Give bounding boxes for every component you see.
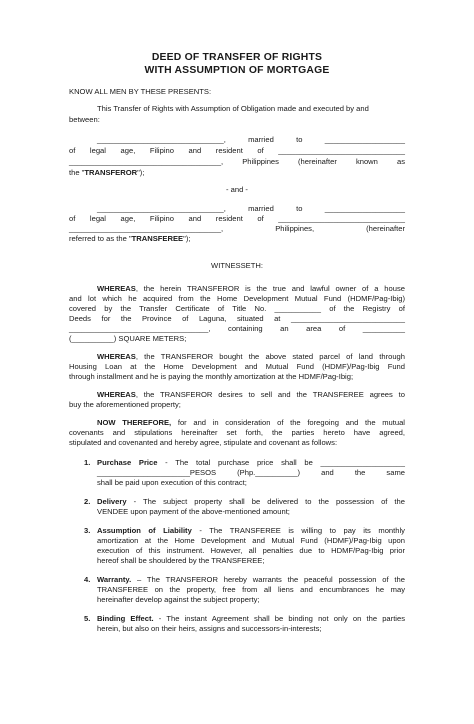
transferor-line-4-post: "); (137, 168, 145, 177)
item-2-line-2: VENDEE upon payment of the above-mentioned amount; (97, 507, 290, 516)
transferee-line-4-pre: referred to as the " (69, 234, 132, 243)
item-1-line-3: shall be paid upon execution of this contract; (97, 478, 247, 487)
item-3-line-4: hereof shall be shouldered by the TRANSFEREE; (97, 556, 265, 565)
whereas-3-line-2: buy the aforementioned property; (69, 400, 181, 409)
whereas-2-label: WHEREAS (97, 352, 136, 361)
transferor-line-1: ______________________________, married to ___________________ (97, 135, 405, 144)
item-2-number: 2. (84, 497, 91, 506)
item-4-heading: Warranty. (97, 575, 132, 584)
item-5-line-1-text: - The instant Agreement shall be binding not only on the parties (153, 614, 406, 623)
transferee-line-2: of legal age, Filipino and resident of ______________________________ (69, 214, 405, 223)
whereas-1-line-5: _________________________________, containing an area of __________ (69, 324, 405, 333)
whereas-3-line-1 (97, 390, 405, 400)
item-5-heading: Binding Effect. (97, 614, 154, 623)
document-title-line-1: DEED OF TRANSFER OF RIGHTS (151, 52, 323, 63)
whereas-2-line-1 (97, 352, 405, 362)
transferor-line-3: ____________________________________, Philippines (hereinafter known as (69, 157, 405, 166)
item-4-line-1 (97, 575, 405, 585)
item-4-line-1-text: – The TRANSFEROR hereby warrants the peaceful possession of the (131, 575, 405, 584)
item-3-line-1-text: - The TRANSFEREE is willing to pay its monthly (191, 526, 405, 535)
item-4-line-2: TRANSFEREE on the property, free from all liens and encumbrances he may (97, 585, 405, 594)
transferor-line-4 (69, 168, 405, 178)
intro-line-1: This Transfer of Rights with Assumption of Obligation made and executed by and (97, 104, 369, 113)
now-therefore-label: NOW THEREFORE, (97, 418, 172, 427)
item-3-line-1 (97, 526, 405, 536)
whereas-1-line-1 (97, 284, 405, 294)
now-therefore-line-1 (97, 418, 405, 428)
item-2-line-1-text: - The subject property shall be delivered to the possession of the (126, 497, 405, 506)
item-5-line-2: herein, but also on their heirs, assigns and successors-in-interests; (97, 624, 322, 633)
whereas-1-line-2: and lot which he acquired from the Home Development Mutual Fund (HDMF/Pag-Ibig) (69, 294, 405, 303)
item-3-line-2: amortization at the Home Development and Mutual Fund (HDMF)/Pag-Ibig upon (97, 536, 405, 545)
intro-line-2: between: (69, 115, 100, 124)
item-1-heading: Purchase Price (97, 458, 158, 467)
whereas-1-line-6: (__________) SQUARE METERS; (69, 334, 187, 343)
item-5-number: 5. (84, 614, 91, 623)
now-therefore-line-1-text: for and in consideration of the foregoing and the mutual (171, 418, 405, 427)
item-3-line-3: execution of this instrument. However, all penalties due to HDMF/Pag-Ibig prior (97, 546, 405, 555)
opening-line: KNOW ALL MEN BY THESE PRESENTS: (69, 87, 212, 96)
whereas-1-line-1-text: , the herein TRANSFEROR is the true and lawful owner of a house (135, 284, 405, 293)
whereas-2-line-3: through installment and he is paying the monthly amortization at the HDMF/Pag-Ibig; (69, 372, 354, 381)
document-title-line-2: WITH ASSUMPTION OF MORTGAGE (144, 65, 330, 76)
transferor-label: TRANSFEROR (84, 168, 138, 177)
transferor-line-2: of legal age, Filipino and resident of ______________________________ (69, 146, 405, 155)
transferee-line-4-post: "); (183, 234, 191, 243)
item-4-number: 4. (84, 575, 91, 584)
transferee-line-1: ______________________________, married to ___________________ (97, 204, 405, 213)
now-therefore-line-2: covenants and stipulations hereinafter set forth, the parties hereto have agreed, (69, 428, 405, 437)
whereas-1-label: WHEREAS (97, 284, 136, 293)
whereas-2-line-1-text: , the TRANSFEROR bought the above stated parcel of land through (135, 352, 405, 361)
item-2-heading: Delivery (97, 497, 127, 506)
and-separator: - and - (226, 185, 248, 194)
transferee-label: TRANSFEREE (131, 234, 184, 243)
item-1-line-2: ______________________PESOS (Php.__________) and the same (97, 468, 405, 477)
whereas-1-line-3: covered by the Transfer Certificate of Title No. ___________ of the Registry of (69, 304, 405, 313)
witnesseth-heading: WITNESSETH: (211, 261, 263, 270)
whereas-1-line-4: Deeds for the Province of Laguna, situated at ___________________________ (69, 314, 405, 323)
item-1-line-1 (97, 458, 405, 468)
transferee-line-4 (69, 234, 405, 244)
item-3-number: 3. (84, 526, 91, 535)
now-therefore-line-3: stipulated and covenanted and hereby agree, stipulate and covenant as follows: (69, 438, 338, 447)
item-3-heading: Assumption of Liability (97, 526, 192, 535)
whereas-2-line-2: Housing Loan at the Home Development and Mutual Fund (HDMF)/Pag-Ibig Fund (69, 362, 405, 371)
whereas-3-line-1-text: , the TRANSFEROR desires to sell and the TRANSFEREE agrees to (135, 390, 405, 399)
item-1-number: 1. (84, 458, 91, 467)
item-1-line-1-text: - The total purchase price shall be ____________________ (157, 458, 405, 467)
whereas-3-label: WHEREAS (97, 390, 136, 399)
transferee-line-3: ____________________________________, Philippines, (hereinafter (69, 224, 405, 233)
item-5-line-1 (97, 614, 405, 624)
item-4-line-3: hereinafter develop against the subject property; (97, 595, 260, 604)
item-2-line-1 (97, 497, 405, 507)
transferor-line-4-pre: the " (69, 168, 85, 177)
